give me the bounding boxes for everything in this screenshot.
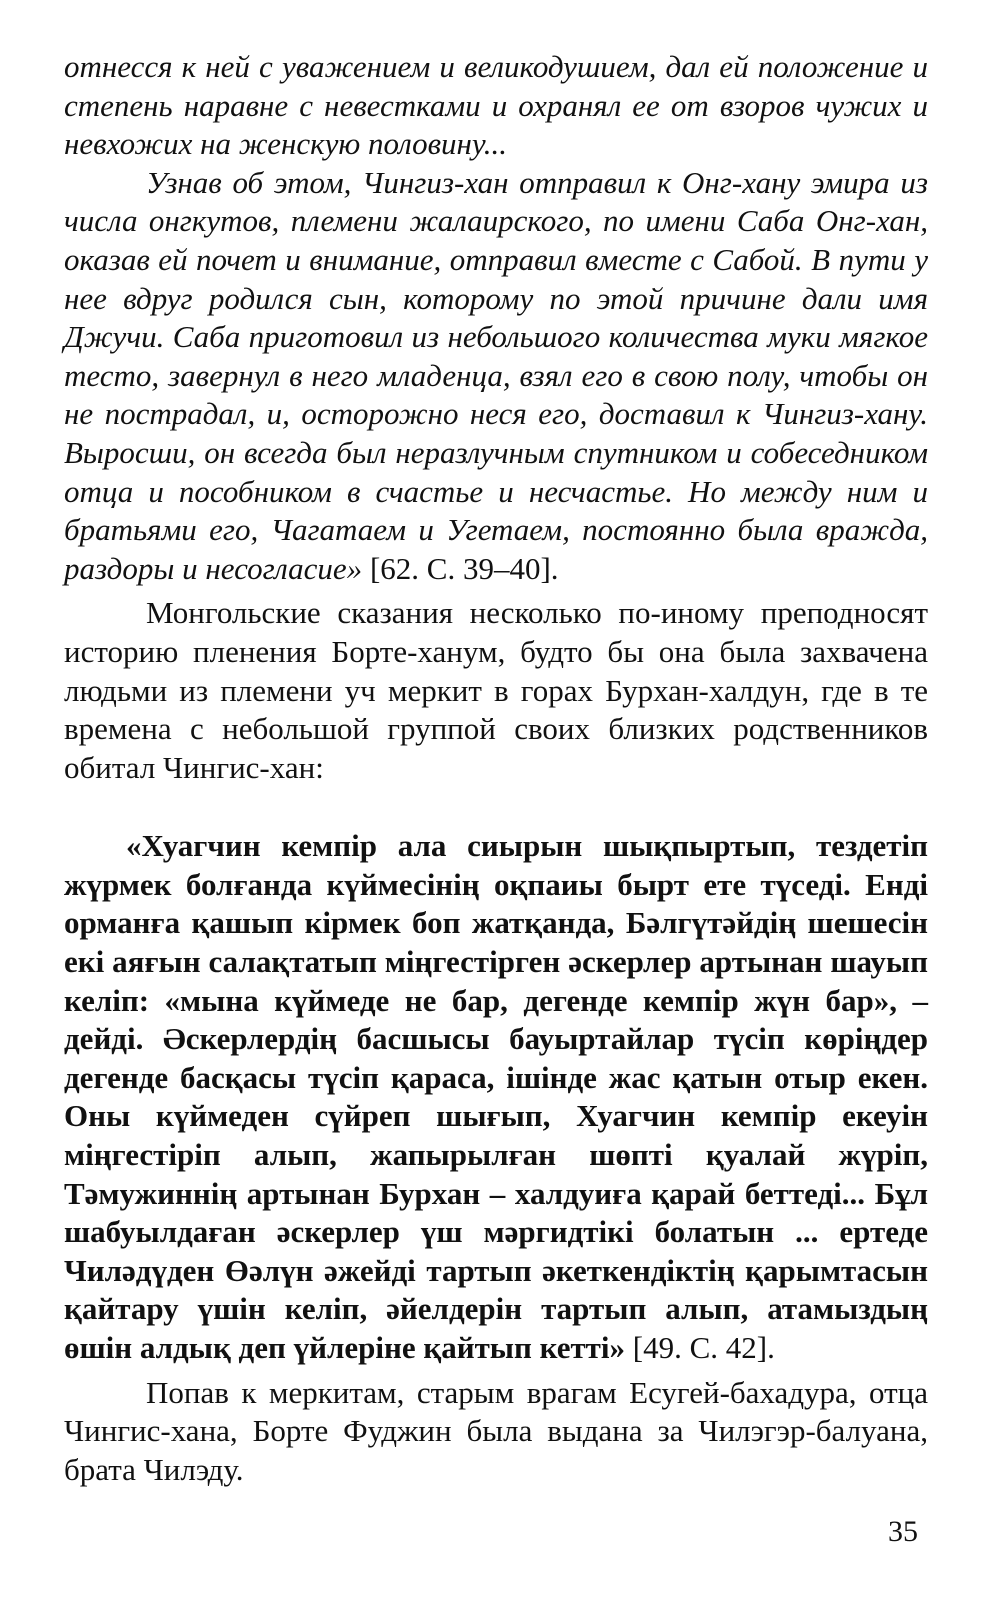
page-number: 35 xyxy=(888,1515,918,1548)
kazakh-quote-reference: [49. С. 42]. xyxy=(625,1330,775,1365)
kazakh-quote-text: «Хуагчин кемпір ала сиырын шықпыртып, тездетіп жүрмек болғанда күймесінің оқпаиы бырт ете түседі. Енді орманға қашып кірмек боп жатқанда, Бәлгүтәйдің шешесін екі аяғын салақтатып міңгестірген әскерлер артынан шауып келіп: «мына күймеде не бар, дегенде кемпір жүн бар», – дейді. Әскерлердің басшысы бауыртайлар түсіп көріңдер дегенде басқасы түсіп қараса, ішінде жас қатын отыр екен. Оны күймеден сүйреп шығып, Хуагчин кемпір екеуін міңгестіріп алып, жапырылған шөпті қуалай жүріп, Тәмужиннің артынан Бурхан – халдуиға қарай беттеді... Бұл шабуылдаған әскерлер үш мәргидтікі болатын ... ертеде Чиләдүден Өәлүн әжейді тартып әкеткендіктің қарымтасын қайтару үшін келіп, әйелдерін тартып алып, атамыздың өшін алдық деп үйлеріне қайтып кетті» xyxy=(64,828,928,1365)
quote-continuation: отнесся к ней с уважением и великодушием, дал ей положение и степень наравне с невестками и охранял ее от взоров чужих и невхожих на женскую половину... xyxy=(64,49,928,162)
chronicle-reference: [62. С. 39–40]. xyxy=(362,550,559,586)
kazakh-quote-paragraph xyxy=(64,827,928,1367)
chronicle-quote-text: Узнав об этом, Чингиз-хан отправил к Онг-хану эмира из числа онгкутов, племени жалаирского, по имени Саба Онг-хан, оказав ей почет и внимание, отправил вместе с Сабой. В пути у нее вдруг родился сын, которому по этой причине дали имя Джучи. Саба приготовил из небольшого количества муки мягкое тесто, завернул в него младенца, взял его в свою полу, чтобы он не пострадал, и, осторожно неся его, доставил к Чингиз-хану. Выросши, он всегда был неразлучным спутником и собеседником отца и пособником в счастье и несчастье. Но между ним и братьями его, Чагатаем и Угетаем, постоянно была вражда, раздоры и несогласие» xyxy=(64,164,928,586)
body-paragraph-merkits: Попав к меркитам, старым врагам Есугей-бахадура, отца Чингис-хана, Борте Фуджин была выдана за Чилэгэр-балуана, брата Чилэду. xyxy=(64,1374,928,1487)
body-paragraph-mongol-legends: Монгольские сказания несколько по-иному преподносят историю пленения Борте-ханум, будто бы она была захвачена людьми из племени уч меркит в горах Бурхан-халдун, где в те времена с небольшой группой своих близких родственников обитал Чингис-хан: xyxy=(64,595,928,785)
page-body xyxy=(64,48,928,1558)
chronicle-quote-paragraph xyxy=(64,164,928,589)
